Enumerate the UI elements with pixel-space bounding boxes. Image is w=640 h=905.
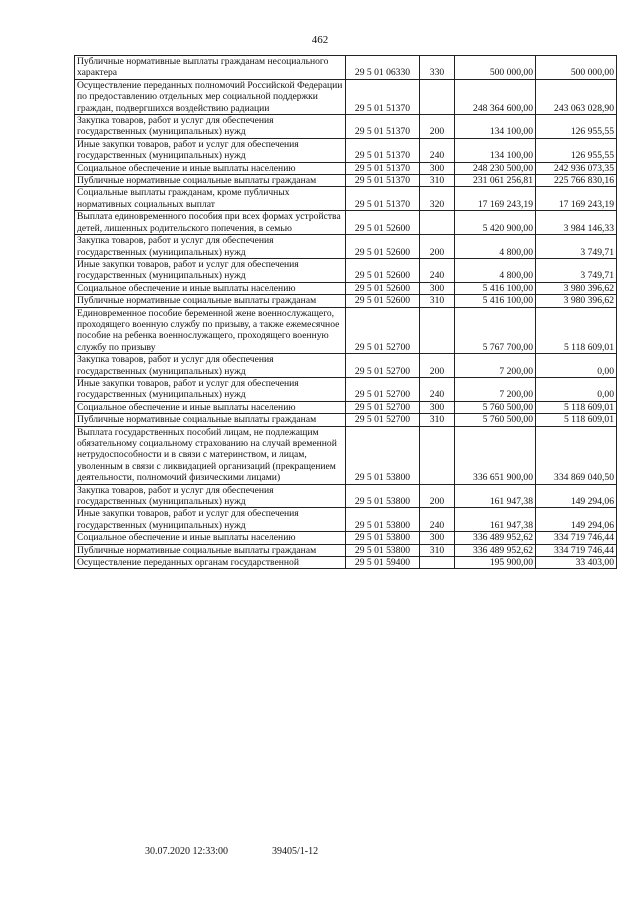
table-row (75, 414, 617, 426)
cell-amount-plan: 5 760 500,00 (455, 414, 536, 426)
cell-amount-plan: 7 200,00 (455, 377, 536, 401)
cell-amount-actual: 149 294,06 (536, 508, 617, 532)
cell-amount-plan: 336 489 952,62 (455, 532, 536, 544)
table-row (75, 484, 617, 508)
table-row (75, 544, 617, 556)
cell-amount-actual: 3 980 396,62 (536, 282, 617, 294)
cell-code: 29 5 01 52700 (346, 307, 420, 354)
cell-expense-type: 240 (420, 377, 455, 401)
cell-name: Публичные нормативные социальные выплаты гражданам (75, 414, 346, 426)
cell-code: 29 5 01 59400 (346, 557, 420, 569)
cell-name: Публичные нормативные выплаты гражданам несоциального характера (75, 56, 346, 80)
cell-expense-type: 310 (420, 175, 455, 187)
cell-amount-actual: 0,00 (536, 354, 617, 378)
cell-name: Публичные нормативные социальные выплаты гражданам (75, 295, 346, 307)
cell-expense-type (420, 79, 455, 114)
table-row (75, 175, 617, 187)
cell-expense-type: 240 (420, 508, 455, 532)
cell-name: Социальное обеспечение и иные выплаты населению (75, 282, 346, 294)
cell-amount-actual: 3 749,71 (536, 235, 617, 259)
cell-amount-plan: 5 416 100,00 (455, 282, 536, 294)
footer-doc-number: 39405/1-12 (272, 846, 319, 857)
cell-code: 29 5 01 51370 (346, 175, 420, 187)
table-row (75, 282, 617, 294)
cell-name: Иные закупки товаров, работ и услуг для обеспечения государственных (муниципальных) нужд (75, 508, 346, 532)
cell-name: Выплата государственных пособий лицам, не подлежащим обязательному социальному страхованию на случай временной нетрудоспособности и в связи с материнством, и лицам, уволенным в связи с ликвидацией организаций (прекращением деятельности, полномочий физическими лицами) (75, 426, 346, 484)
cell-code: 29 5 01 51370 (346, 138, 420, 162)
cell-amount-plan: 17 169 243,19 (455, 187, 536, 211)
cell-name: Социальное обеспечение и иные выплаты населению (75, 532, 346, 544)
cell-amount-actual: 243 063 028,90 (536, 79, 617, 114)
table-row (75, 532, 617, 544)
cell-code: 29 5 01 06330 (346, 56, 420, 80)
cell-amount-actual: 3 749,71 (536, 258, 617, 282)
cell-code: 29 5 01 52700 (346, 401, 420, 413)
cell-amount-actual: 334 719 746,44 (536, 532, 617, 544)
cell-code: 29 5 01 53800 (346, 532, 420, 544)
table-row (75, 354, 617, 378)
cell-expense-type: 300 (420, 282, 455, 294)
table-row (75, 162, 617, 174)
cell-amount-actual: 242 936 073,35 (536, 162, 617, 174)
footer-datetime: 30.07.2020 12:33:00 (145, 846, 229, 857)
cell-amount-actual: 149 294,06 (536, 484, 617, 508)
cell-expense-type: 320 (420, 187, 455, 211)
cell-code: 29 5 01 52600 (346, 282, 420, 294)
table-row (75, 557, 617, 569)
cell-expense-type: 310 (420, 414, 455, 426)
cell-expense-type: 200 (420, 354, 455, 378)
table-row (75, 295, 617, 307)
table-row (75, 235, 617, 259)
table-row (75, 258, 617, 282)
cell-amount-actual: 5 118 609,01 (536, 414, 617, 426)
cell-amount-actual: 225 766 830,16 (536, 175, 617, 187)
cell-amount-actual: 0,00 (536, 377, 617, 401)
cell-name: Социальные выплаты гражданам, кроме публичных нормативных социальных выплат (75, 187, 346, 211)
cell-expense-type: 310 (420, 295, 455, 307)
table-row (75, 211, 617, 235)
cell-code: 29 5 01 51370 (346, 187, 420, 211)
cell-code: 29 5 01 52600 (346, 235, 420, 259)
table-row (75, 56, 617, 80)
cell-amount-actual: 5 118 609,01 (536, 307, 617, 354)
cell-expense-type (420, 211, 455, 235)
cell-code: 29 5 01 53800 (346, 426, 420, 484)
cell-amount-actual: 17 169 243,19 (536, 187, 617, 211)
cell-amount-actual: 500 000,00 (536, 56, 617, 80)
table-row (75, 401, 617, 413)
cell-name: Закупка товаров, работ и услуг для обеспечения государственных (муниципальных) нужд (75, 235, 346, 259)
cell-amount-plan: 4 800,00 (455, 258, 536, 282)
cell-amount-plan: 500 000,00 (455, 56, 536, 80)
cell-code: 29 5 01 52700 (346, 354, 420, 378)
cell-expense-type: 200 (420, 235, 455, 259)
table-row (75, 138, 617, 162)
cell-name: Выплата единовременного пособия при всех формах устройства детей, лишенных родительского попечения, в семью (75, 211, 346, 235)
table-row (75, 508, 617, 532)
cell-amount-plan: 134 100,00 (455, 138, 536, 162)
cell-amount-plan: 248 364 600,00 (455, 79, 536, 114)
cell-amount-plan: 161 947,38 (455, 508, 536, 532)
cell-code: 29 5 01 52700 (346, 377, 420, 401)
table-row (75, 187, 617, 211)
cell-name: Закупка товаров, работ и услуг для обеспечения государственных (муниципальных) нужд (75, 115, 346, 139)
cell-expense-type (420, 307, 455, 354)
cell-name: Социальное обеспечение и иные выплаты населению (75, 401, 346, 413)
cell-expense-type: 240 (420, 258, 455, 282)
cell-name: Закупка товаров, работ и услуг для обеспечения государственных (муниципальных) нужд (75, 354, 346, 378)
cell-amount-plan: 134 100,00 (455, 115, 536, 139)
cell-code: 29 5 01 51370 (346, 162, 420, 174)
cell-amount-plan: 161 947,38 (455, 484, 536, 508)
cell-name: Осуществление переданных органам государственной (75, 557, 346, 569)
cell-amount-actual: 5 118 609,01 (536, 401, 617, 413)
cell-expense-type (420, 557, 455, 569)
cell-name: Иные закупки товаров, работ и услуг для обеспечения государственных (муниципальных) нужд (75, 377, 346, 401)
cell-name: Единовременное пособие беременной жене военнослужащего, проходящего военную службу по призыву, а также ежемесячное пособие на ребенка военнослужащего, проходящего военную службу по призыву (75, 307, 346, 354)
cell-code: 29 5 01 52600 (346, 295, 420, 307)
cell-amount-plan: 195 900,00 (455, 557, 536, 569)
cell-expense-type: 310 (420, 544, 455, 556)
table-row (75, 377, 617, 401)
cell-code: 29 5 01 53800 (346, 484, 420, 508)
cell-expense-type: 300 (420, 162, 455, 174)
cell-name: Иные закупки товаров, работ и услуг для обеспечения государственных (муниципальных) нужд (75, 138, 346, 162)
cell-expense-type: 200 (420, 115, 455, 139)
cell-amount-plan: 336 489 952,62 (455, 544, 536, 556)
cell-code: 29 5 01 53800 (346, 544, 420, 556)
cell-expense-type (420, 426, 455, 484)
cell-expense-type: 300 (420, 401, 455, 413)
cell-amount-actual: 334 719 746,44 (536, 544, 617, 556)
cell-name: Публичные нормативные социальные выплаты гражданам (75, 175, 346, 187)
cell-amount-plan: 4 800,00 (455, 235, 536, 259)
cell-expense-type: 330 (420, 56, 455, 80)
cell-expense-type: 240 (420, 138, 455, 162)
cell-amount-plan: 7 200,00 (455, 354, 536, 378)
cell-code: 29 5 01 52700 (346, 414, 420, 426)
table-row (75, 79, 617, 114)
cell-amount-plan: 5 416 100,00 (455, 295, 536, 307)
cell-name: Осуществление переданных полномочий Российской Федерации по предоставлению отдельных мер социальной поддержки граждан, подвергшихся воздействию радиации (75, 79, 346, 114)
cell-name: Социальное обеспечение и иные выплаты населению (75, 162, 346, 174)
cell-amount-actual: 334 869 040,50 (536, 426, 617, 484)
table-row (75, 426, 617, 484)
cell-amount-plan: 5 767 700,00 (455, 307, 536, 354)
table-row (75, 115, 617, 139)
cell-expense-type: 300 (420, 532, 455, 544)
cell-name: Публичные нормативные социальные выплаты гражданам (75, 544, 346, 556)
budget-table (74, 55, 617, 569)
cell-amount-actual: 126 955,55 (536, 138, 617, 162)
cell-amount-plan: 336 651 900,00 (455, 426, 536, 484)
cell-code: 29 5 01 51370 (346, 115, 420, 139)
cell-code: 29 5 01 51370 (346, 79, 420, 114)
cell-code: 29 5 01 52600 (346, 258, 420, 282)
cell-amount-actual: 3 984 146,33 (536, 211, 617, 235)
page-number: 462 (311, 34, 329, 46)
cell-amount-actual: 126 955,55 (536, 115, 617, 139)
cell-amount-plan: 5 420 900,00 (455, 211, 536, 235)
cell-amount-actual: 33 403,00 (536, 557, 617, 569)
cell-amount-actual: 3 980 396,62 (536, 295, 617, 307)
cell-amount-plan: 231 061 256,81 (455, 175, 536, 187)
table-row (75, 307, 617, 354)
budget-table-body (75, 56, 617, 569)
cell-name: Закупка товаров, работ и услуг для обеспечения государственных (муниципальных) нужд (75, 484, 346, 508)
cell-amount-plan: 248 230 500,00 (455, 162, 536, 174)
cell-code: 29 5 01 52600 (346, 211, 420, 235)
cell-code: 29 5 01 53800 (346, 508, 420, 532)
cell-amount-plan: 5 760 500,00 (455, 401, 536, 413)
cell-name: Иные закупки товаров, работ и услуг для обеспечения государственных (муниципальных) нужд (75, 258, 346, 282)
cell-expense-type: 200 (420, 484, 455, 508)
